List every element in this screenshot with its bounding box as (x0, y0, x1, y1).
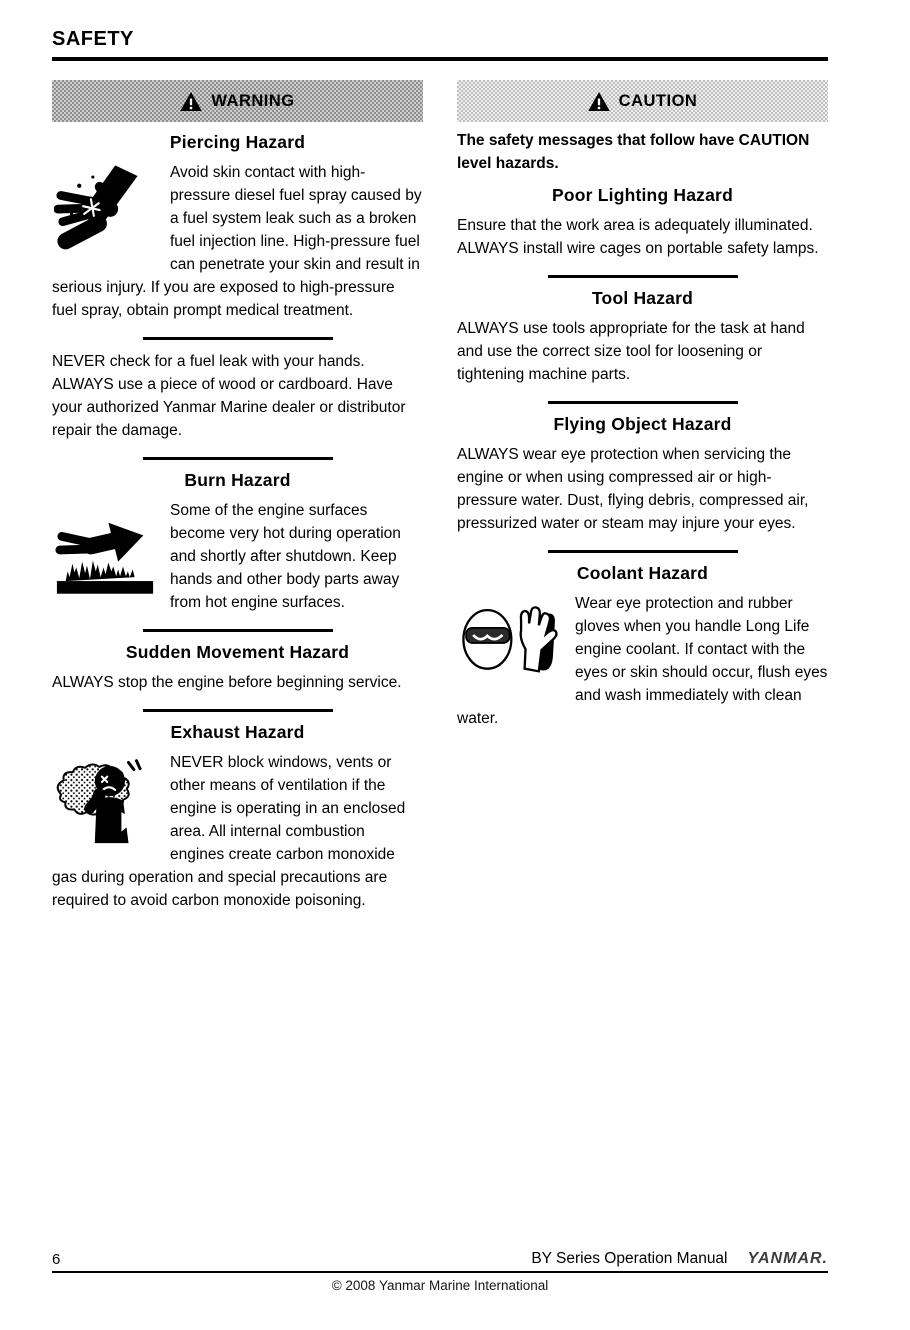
burn-hazard-body: Some of the engine surfaces become very hot during operation and shortly after shutdown. Keep hands and other body parts away from hot engine surfaces. (170, 502, 401, 611)
warning-triangle-icon (180, 92, 202, 111)
exhaust-hazard-section (52, 721, 423, 912)
caution-column (457, 80, 828, 732)
caution-triangle-icon (588, 92, 610, 111)
piercing-hazard-title: Piercing Hazard (169, 132, 306, 152)
section-divider (548, 401, 738, 404)
copyright-line: © 2008 Yanmar Marine International (331, 1278, 549, 1293)
sudden-movement-hazard-body: ALWAYS stop the engine before beginning service. (52, 674, 402, 691)
burn-hazard-icon (52, 502, 158, 606)
burn-hazard-section (52, 469, 423, 614)
coolant-hazard-body: Wear eye protection and rubber gloves when you handle Long Life engine coolant. If contact with the eyes or skin should occur, flush eyes and wash immediately with clean water. (457, 595, 828, 727)
sudden-movement-hazard-section (52, 641, 423, 694)
coolant-hazard-title: Coolant Hazard (576, 563, 709, 583)
caution-banner-label: CAUTION (618, 91, 698, 110)
coolant-hazard-section (457, 562, 828, 730)
section-divider (548, 550, 738, 553)
poor-lighting-hazard-title: Poor Lighting Hazard (552, 185, 733, 205)
tool-hazard-title: Tool Hazard (591, 288, 694, 308)
tool-hazard-body: ALWAYS use tools appropriate for the task at hand and use the correct size tool for loosening or tightening machine parts. (457, 320, 805, 383)
coolant-hazard-icon (457, 595, 563, 699)
poor-lighting-hazard-section (457, 184, 828, 260)
flying-object-hazard-title: Flying Object Hazard (553, 414, 732, 434)
tool-hazard-section (457, 287, 828, 386)
manual-title: BY Series Operation Manual (531, 1250, 728, 1267)
caution-banner (457, 80, 828, 122)
page-footer (52, 1250, 828, 1293)
section-divider (548, 275, 738, 278)
exhaust-hazard-icon (52, 754, 158, 858)
piercing-hazard-section (52, 131, 423, 322)
caution-intro: The safety messages that follow have CAUTION level hazards. (457, 132, 810, 172)
yanmar-logo: YANMAR. (747, 1250, 828, 1267)
burn-hazard-title: Burn Hazard (184, 470, 291, 490)
piercing-hazard-body: Avoid skin contact with high-pressure diesel fuel spray caused by a fuel system leak such as a broken fuel injection line. High-pressure fuel can penetrate your skin and result in serious injury. If you are exposed to high-pressure fuel spray, obtain prompt medical treatment. (52, 164, 422, 319)
page-title: SAFETY (52, 28, 134, 50)
section-divider (143, 629, 333, 632)
flying-object-hazard-body: ALWAYS wear eye protection when servicing the engine or when using compressed air or high-pressure water. Dust, flying debris, compressed air, pressurized water or steam may injure your eyes. (457, 446, 809, 532)
warning-banner-label: WARNING (211, 91, 295, 110)
sudden-movement-hazard-title: Sudden Movement Hazard (125, 642, 350, 662)
page-number: 6 (52, 1251, 61, 1268)
flying-object-hazard-section (457, 413, 828, 535)
fuel-leak-note-section (52, 350, 423, 442)
footer-right (531, 1250, 828, 1268)
fuel-leak-note-body: NEVER check for a fuel leak with your hands. ALWAYS use a piece of wood or cardboard. Have your authorized Yanmar Marine dealer or distributor repair the damage. (52, 353, 406, 439)
exhaust-hazard-body: NEVER block windows, vents or other means of ventilation if the engine is operating in an enclosed area. All internal combustion engines create carbon monoxide gas during operation and special precautions are required to avoid carbon monoxide poisoning. (52, 754, 406, 909)
content-columns (52, 80, 828, 914)
section-divider (143, 337, 333, 340)
exhaust-hazard-title: Exhaust Hazard (170, 722, 305, 742)
footer-row (52, 1250, 828, 1273)
section-divider (143, 457, 333, 460)
warning-banner (52, 80, 423, 122)
poor-lighting-hazard-body: Ensure that the work area is adequately illuminated. ALWAYS install wire cages on portable safety lamps. (457, 217, 819, 257)
page-header (52, 28, 828, 61)
piercing-hazard-icon (52, 164, 158, 268)
warning-column (52, 80, 423, 914)
section-divider (143, 709, 333, 712)
